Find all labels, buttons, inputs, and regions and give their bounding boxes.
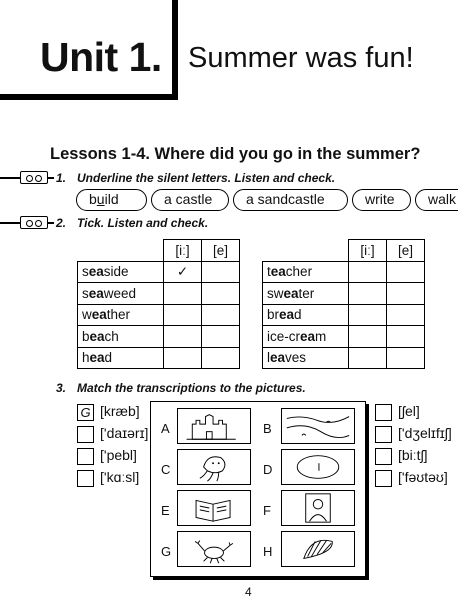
exercise1-instruction: Underline the silent letters. Listen and check. (77, 171, 336, 185)
exercise3-instruction: Match the transcriptions to the pictures. (77, 381, 306, 395)
picture-letter: E (161, 503, 170, 518)
tick-cell[interactable] (164, 347, 202, 369)
tick-cell[interactable] (202, 283, 240, 305)
pebble-picture (281, 449, 355, 485)
transcription: ['kɑːsl] (100, 469, 140, 485)
sandcastle-picture (177, 408, 251, 444)
answer-checkbox[interactable] (77, 448, 94, 465)
tick-table-left (77, 239, 240, 369)
tick-cell[interactable] (387, 326, 425, 348)
table-row: weather (78, 304, 240, 326)
header-e: [e] (202, 240, 240, 262)
cassette-icon (20, 171, 48, 184)
answer-checkbox[interactable] (77, 470, 94, 487)
tape-line (48, 222, 54, 224)
tick-cell[interactable]: ✓ (164, 261, 202, 283)
picture-letter: H (263, 544, 273, 559)
header-i: [iː] (349, 240, 387, 262)
table-row: head (78, 347, 240, 369)
tick-cell[interactable] (202, 261, 240, 283)
transcription: ['daɪərɪ] (100, 425, 149, 441)
tick-cell[interactable] (164, 326, 202, 348)
answer-checkbox[interactable] (375, 404, 392, 421)
tick-cell[interactable] (202, 347, 240, 369)
table-row: bread (263, 304, 425, 326)
picture-letter: C (161, 462, 171, 477)
tick-cell[interactable] (387, 283, 425, 305)
shell-picture (281, 531, 355, 567)
tick-cell[interactable] (164, 304, 202, 326)
tick-cell[interactable] (349, 283, 387, 305)
transcription: [kræb] (100, 403, 140, 419)
cassette-icon (20, 216, 48, 229)
beach-picture (281, 408, 355, 444)
table-row: ice-cream (263, 326, 425, 348)
tick-cell[interactable] (202, 326, 240, 348)
transcription: ['dʒelɪfɪʃ] (398, 425, 452, 441)
exercise3-number: 3. (56, 381, 67, 395)
header-i: [iː] (164, 240, 202, 262)
lessons-heading: Lessons 1-4. Where did you go in the summer? (50, 145, 421, 163)
word-pill: build (76, 189, 147, 211)
picture-letter: D (263, 462, 273, 477)
tick-table-right (262, 239, 425, 369)
picture-letter: G (161, 544, 172, 559)
table-row: seaside ✓ (78, 261, 240, 283)
table-row: seaweed (78, 283, 240, 305)
crab-picture (177, 531, 251, 567)
tick-cell[interactable] (164, 283, 202, 305)
picture-letter: F (263, 503, 271, 518)
answer-checkbox[interactable] (375, 470, 392, 487)
transcription: [ʃel] (398, 403, 420, 419)
answer-checkbox[interactable] (375, 448, 392, 465)
tape-line (48, 177, 54, 179)
tick-cell[interactable] (387, 261, 425, 283)
tick-cell[interactable] (349, 304, 387, 326)
table-row: teacher (263, 261, 425, 283)
answer-checkbox[interactable]: G (77, 404, 94, 421)
picture-letter: B (263, 421, 272, 436)
table-row: beach (78, 326, 240, 348)
word-pills (76, 189, 458, 211)
exercise2-instruction: Tick. Listen and check. (77, 216, 209, 230)
photo-picture (281, 490, 355, 526)
word-pill: walk (415, 189, 458, 211)
transcription: ['pebl] (100, 447, 137, 463)
answer-checkbox[interactable] (375, 426, 392, 443)
tick-cell[interactable] (349, 326, 387, 348)
unit-title: Unit 1. (40, 34, 162, 80)
tick-cell[interactable] (349, 261, 387, 283)
table-row: leaves (263, 347, 425, 369)
table-row: sweater (263, 283, 425, 305)
page-number: 4 (245, 585, 252, 599)
diary-picture (177, 490, 251, 526)
exercise1-number: 1. (56, 171, 67, 185)
word-pill: a castle (151, 189, 229, 211)
header-e: [e] (387, 240, 425, 262)
transcription: [biːtʃ] (398, 447, 428, 463)
exercise2-number: 2. (56, 216, 67, 230)
word-pill: a sandcastle (233, 189, 348, 211)
picture-letter: A (161, 421, 170, 436)
tick-cell[interactable] (202, 304, 240, 326)
tick-cell[interactable] (387, 304, 425, 326)
transcription: ['fəʊtəʊ] (398, 469, 448, 485)
tick-cell[interactable] (387, 347, 425, 369)
tick-cell[interactable] (349, 347, 387, 369)
unit-subtitle: Summer was fun! (188, 42, 414, 74)
answer-checkbox[interactable] (77, 426, 94, 443)
pictures-frame (150, 401, 366, 577)
word-pill: write (352, 189, 411, 211)
jellyfish-picture (177, 449, 251, 485)
